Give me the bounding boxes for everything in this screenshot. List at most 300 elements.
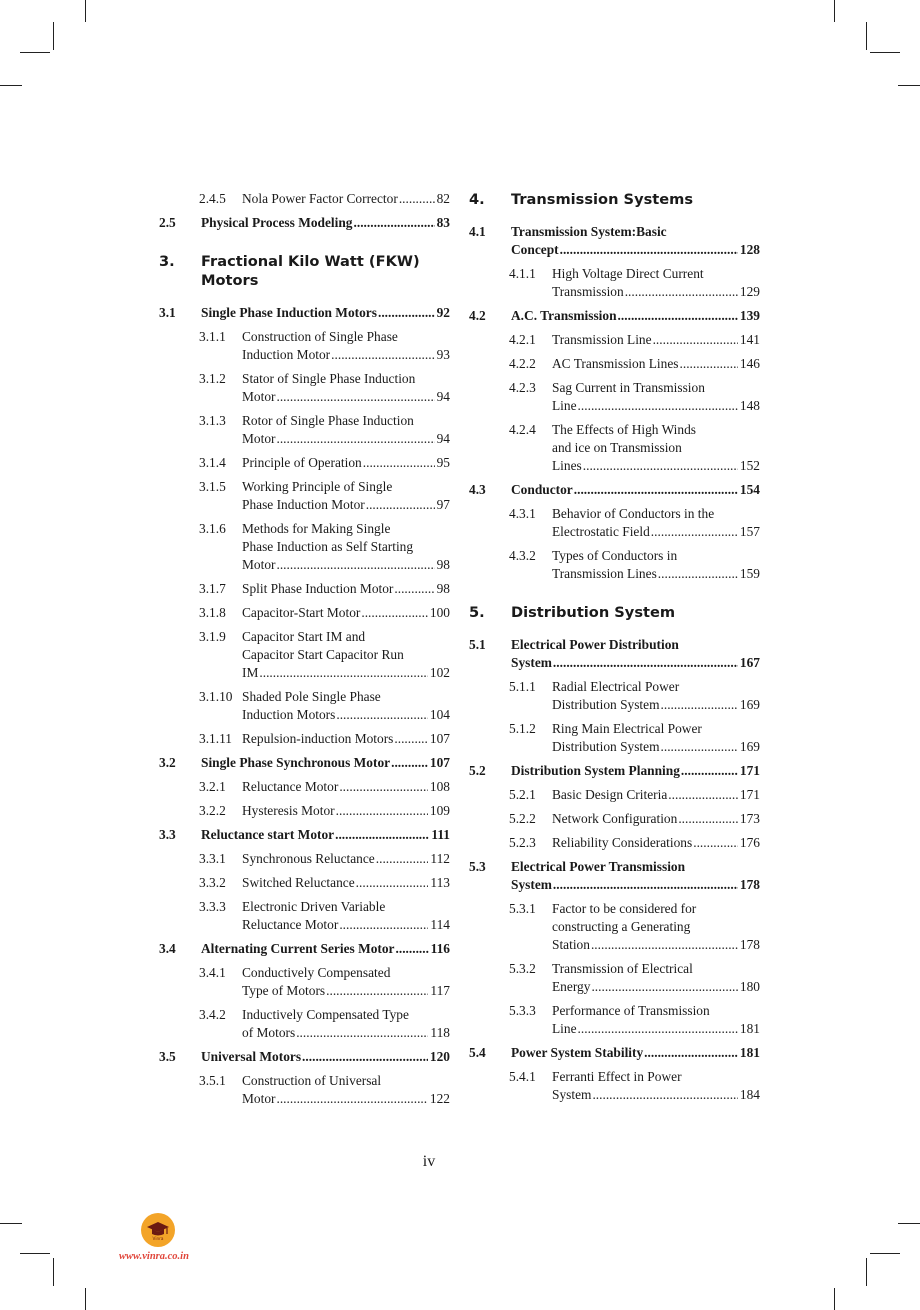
- toc-entry-title: of Motors: [242, 1025, 296, 1040]
- dot-leader: [276, 388, 434, 406]
- toc-entry-number: 3.1.11: [199, 731, 232, 746]
- toc-entry[interactable]: [159, 370, 450, 406]
- toc-entry-title: System: [511, 655, 552, 670]
- toc-entry[interactable]: [469, 960, 760, 996]
- dot-leader: [644, 1044, 738, 1062]
- toc-entry-title: Station: [552, 937, 590, 952]
- toc-entry[interactable]: [159, 940, 450, 958]
- dot-leader: [339, 916, 428, 934]
- toc-entry-title: Lines: [552, 458, 582, 473]
- dot-leader: [394, 580, 434, 598]
- dot-leader: [658, 565, 738, 583]
- toc-entry-number: 3.1.10: [199, 689, 233, 704]
- dot-leader: [574, 481, 738, 499]
- toc-page-number: 97: [436, 497, 450, 512]
- toc-entry-number: 3.1.6: [199, 521, 226, 536]
- toc-page-number: 98: [436, 557, 450, 572]
- toc-entry[interactable]: [469, 1068, 760, 1104]
- toc-entry[interactable]: [469, 810, 760, 828]
- toc-entry[interactable]: [159, 478, 450, 514]
- dot-leader: [591, 936, 738, 954]
- dot-leader: [366, 496, 435, 514]
- toc-entry-number: 4.1.1: [509, 266, 536, 281]
- dot-leader: [583, 457, 738, 475]
- toc-entry[interactable]: [159, 730, 450, 748]
- toc-page-number: 92: [436, 305, 450, 320]
- dot-leader: [618, 307, 738, 325]
- toc-entry[interactable]: [159, 190, 450, 208]
- toc-entry-title: Working Principle of Single: [242, 479, 393, 494]
- crop-mark: [53, 1258, 54, 1286]
- toc-page-number: 128: [739, 242, 760, 257]
- dot-leader: [276, 430, 434, 448]
- toc-entry-title: Radial Electrical Power: [552, 679, 680, 694]
- toc-entry[interactable]: [159, 454, 450, 472]
- logo: [141, 1213, 175, 1247]
- toc-entry-title: Reluctance Motor: [242, 779, 339, 794]
- dot-leader: [661, 696, 738, 714]
- toc-entry-title: Basic Design Criteria: [552, 787, 668, 802]
- toc-entry-title: Construction of Single Phase: [242, 329, 398, 344]
- toc-entry-title: Types of Conductors in: [552, 548, 678, 563]
- dot-leader: [296, 1024, 428, 1042]
- toc-entry-title: Concept: [511, 242, 559, 257]
- toc-page-number: 171: [739, 787, 760, 802]
- dot-leader: [302, 1048, 428, 1066]
- dot-leader: [276, 556, 434, 574]
- toc-entry[interactable]: [159, 1006, 450, 1042]
- toc-entry-title: Performance of Transmission: [552, 1003, 710, 1018]
- crop-mark: [898, 1223, 920, 1224]
- toc-entry-title: Distribution System Planning: [511, 763, 680, 778]
- toc-entry-title: Distribution System: [552, 739, 660, 754]
- toc-entry-title: Transmission of Electrical: [552, 961, 693, 976]
- toc-entry-title: Reluctance start Motor: [201, 827, 335, 842]
- toc-entry-number: 5.2.2: [509, 811, 536, 826]
- crop-mark: [870, 1253, 900, 1254]
- toc-page-number: 95: [436, 455, 450, 470]
- dot-leader: [592, 1086, 737, 1104]
- toc-page-number: 114: [430, 917, 450, 932]
- toc-entry[interactable]: [469, 307, 760, 325]
- toc-entry-title: Line: [552, 398, 577, 413]
- toc-entry-title: Phase Induction Motor: [242, 497, 365, 512]
- toc-entry-number: 4.: [469, 191, 485, 208]
- toc-entry-title: Synchronous Reluctance: [242, 851, 375, 866]
- toc-entry-number: 3.: [159, 253, 175, 270]
- toc-entry-title: Split Phase Induction Motor: [242, 581, 394, 596]
- toc-entry-title: Phase Induction as Self Starting: [242, 539, 414, 554]
- toc-entry-title: Sag Current in Transmission: [552, 380, 705, 395]
- dot-leader: [276, 1090, 427, 1108]
- toc-entry[interactable]: [159, 754, 450, 772]
- dot-leader: [331, 346, 434, 364]
- toc-entry[interactable]: [159, 304, 450, 322]
- toc-entry-title: Transmission Line: [552, 332, 652, 347]
- dot-leader: [339, 778, 428, 796]
- toc-entry-number: 4.3.1: [509, 506, 536, 521]
- toc-entry-number: 3.1.3: [199, 413, 226, 428]
- toc-entry[interactable]: [469, 547, 760, 583]
- crop-mark: [866, 22, 867, 50]
- toc-entry-title: Electrostatic Field: [552, 524, 650, 539]
- toc-page-number: 112: [430, 851, 450, 866]
- toc-entry-title: Induction Motors: [242, 707, 336, 722]
- toc-entry-title: Line: [552, 1021, 577, 1036]
- crop-mark: [85, 0, 86, 22]
- toc-entry-number: 5.3: [469, 859, 486, 874]
- toc-entry[interactable]: [469, 762, 760, 780]
- toc-entry[interactable]: [159, 580, 450, 598]
- dot-leader: [326, 982, 428, 1000]
- toc-entry[interactable]: [159, 802, 450, 820]
- toc-page-number: 173: [739, 811, 760, 826]
- toc-entry-number: 2.5: [159, 215, 176, 230]
- toc-entry-number: 5.1.1: [509, 679, 536, 694]
- logo-url: www.vinra.co.in: [119, 1251, 189, 1262]
- dot-leader: [394, 730, 428, 748]
- toc-entry-title: Electrical Power Transmission: [511, 859, 686, 874]
- toc-entry-title: High Voltage Direct Current: [552, 266, 704, 281]
- toc-entry-title: Reluctance Motor: [242, 917, 339, 932]
- toc-entry-title: Single Phase Induction Motors: [201, 305, 377, 320]
- dot-leader: [661, 738, 738, 756]
- dot-leader: [335, 826, 429, 844]
- toc-entry-number: 3.3.2: [199, 875, 226, 890]
- toc-entry-number: 5.2.1: [509, 787, 536, 802]
- toc-entry-title: Universal Motors: [201, 1049, 302, 1064]
- toc-entry-title: Conductively Compensated: [242, 965, 391, 980]
- toc-entry-number: 3.5.1: [199, 1073, 226, 1088]
- toc-entry-number: 3.5: [159, 1049, 176, 1064]
- toc-entry-number: 4.2.2: [509, 356, 536, 371]
- dot-leader: [378, 304, 435, 322]
- toc-entry-number: 3.3.3: [199, 899, 226, 914]
- toc-entry[interactable]: [469, 481, 760, 499]
- toc-entry[interactable]: [469, 379, 760, 415]
- toc-entry-title: Repulsion-induction Motors: [242, 731, 394, 746]
- graduation-cap-icon: [146, 1219, 170, 1241]
- toc-entry[interactable]: [469, 355, 760, 373]
- toc-entry-title: Reliability Considerations: [552, 835, 693, 850]
- crop-mark: [20, 52, 50, 53]
- toc-entry[interactable]: [159, 328, 450, 364]
- toc-page-number: 154: [739, 482, 760, 497]
- toc-entry-number: 3.4: [159, 941, 176, 956]
- toc-page-number: 100: [429, 605, 450, 620]
- toc-page-number: 181: [739, 1045, 760, 1060]
- toc-page-number: 178: [739, 877, 760, 892]
- toc-entry[interactable]: [159, 778, 450, 796]
- toc-entry-title: System: [511, 877, 552, 892]
- toc-entry-title: Conductor: [511, 482, 573, 497]
- toc-entry-title: Transmission System:Basic: [511, 224, 667, 239]
- dot-leader: [363, 454, 435, 472]
- toc-entry-title: Methods for Making Single: [242, 521, 391, 536]
- toc-page-number: 94: [436, 431, 450, 446]
- crop-mark: [898, 85, 920, 86]
- svg-text:Vinra: Vinra: [152, 1236, 164, 1241]
- toc-entry-title: Motor: [242, 389, 276, 404]
- toc-entry-number: 3.1: [159, 305, 176, 320]
- toc-entry-title: Electrical Power Distribution: [511, 637, 679, 652]
- toc-entry-title: Distribution System: [552, 697, 660, 712]
- toc-entry[interactable]: [159, 1072, 450, 1108]
- toc-entry-title: Rotor of Single Phase Induction: [242, 413, 414, 428]
- toc-page-number: 180: [739, 979, 760, 994]
- toc-page-number: 178: [739, 937, 760, 952]
- toc-page-number: 141: [739, 332, 760, 347]
- toc-entry[interactable]: [469, 786, 760, 804]
- toc-entry[interactable]: [469, 678, 760, 714]
- toc-page-number: 94: [436, 389, 450, 404]
- toc-entry-title: Shaded Pole Single Phase: [242, 689, 381, 704]
- toc-entry[interactable]: [159, 628, 450, 682]
- toc-page-number: 120: [429, 1049, 450, 1064]
- toc-entry-title: and ice on Transmission: [552, 440, 682, 455]
- toc-entry[interactable]: [159, 412, 450, 448]
- dot-leader: [356, 874, 429, 892]
- toc-page-number: 139: [739, 308, 760, 323]
- toc-entry-number: 3.1.9: [199, 629, 226, 644]
- toc-entry-title: Principle of Operation: [242, 455, 362, 470]
- toc-page-number: 117: [430, 983, 450, 998]
- toc-entry-number: 5.4.1: [509, 1069, 536, 1084]
- toc-entry-number: 3.2.2: [199, 803, 226, 818]
- toc-entry-number: 3.4.2: [199, 1007, 226, 1022]
- toc-entry-title: Hysteresis Motor: [242, 803, 335, 818]
- toc-entry-number: 5.: [469, 604, 485, 621]
- dot-leader: [578, 1020, 738, 1038]
- toc-entry[interactable]: [159, 964, 450, 1000]
- toc-entry-title: Behavior of Conductors in the: [552, 506, 715, 521]
- toc-entry-number: 4.3: [469, 482, 486, 497]
- crop-mark: [866, 1258, 867, 1286]
- toc-entry[interactable]: [469, 603, 760, 622]
- crop-mark: [834, 0, 835, 22]
- dot-leader: [625, 283, 738, 301]
- dot-leader: [336, 802, 428, 820]
- toc-entry[interactable]: [469, 331, 760, 349]
- toc-entry[interactable]: [469, 190, 760, 209]
- toc-entry-number: 5.3.3: [509, 1003, 536, 1018]
- toc-entry-number: 3.1.8: [199, 605, 226, 620]
- crop-mark: [0, 85, 22, 86]
- toc-entry-title: Motor: [242, 557, 276, 572]
- toc-right-column: [469, 188, 760, 1104]
- toc-entry[interactable]: [159, 874, 450, 892]
- toc-page-number: 107: [429, 755, 450, 770]
- toc-entry[interactable]: [159, 826, 450, 844]
- dot-leader: [361, 604, 428, 622]
- toc-page-number: 181: [739, 1021, 760, 1036]
- toc-entry[interactable]: [469, 223, 760, 259]
- dot-leader: [391, 754, 428, 772]
- toc-entry-number: 3.3: [159, 827, 176, 842]
- toc-entry-title: Construction of Universal: [242, 1073, 382, 1088]
- dot-leader: [668, 786, 738, 804]
- dot-leader: [680, 355, 738, 373]
- dot-leader: [693, 834, 738, 852]
- toc-entry-title: A.C. Transmission: [511, 308, 617, 323]
- toc-entry-number: 5.2: [469, 763, 486, 778]
- crop-mark: [20, 1253, 50, 1254]
- toc-entry-title: System: [552, 1087, 592, 1102]
- toc-entry[interactable]: [159, 898, 450, 934]
- toc-entry-title: Single Phase Synchronous Motor: [201, 755, 391, 770]
- toc-page-number: 107: [429, 731, 450, 746]
- toc-entry-title: Stator of Single Phase Induction: [242, 371, 416, 386]
- toc-page-number: 148: [739, 398, 760, 413]
- toc-page-number: 171: [739, 763, 760, 778]
- toc-entry-number: 3.1.7: [199, 581, 226, 596]
- toc-page-number: 169: [739, 739, 760, 754]
- toc-entry-number: 5.1.2: [509, 721, 536, 736]
- toc-page-number: 109: [429, 803, 450, 818]
- toc-page-number: 118: [430, 1025, 450, 1040]
- toc-entry-title: Energy: [552, 979, 591, 994]
- toc-entry-number: 2.4.5: [199, 191, 226, 206]
- toc-entry-number: 4.2.1: [509, 332, 536, 347]
- toc-entry-number: 3.2: [159, 755, 176, 770]
- toc-entry-number: 5.1: [469, 637, 486, 652]
- toc-entry-title: Transmission Systems: [511, 191, 694, 208]
- toc-entry-number: 4.2.3: [509, 380, 536, 395]
- toc-entry[interactable]: [159, 688, 450, 724]
- crop-mark: [834, 1288, 835, 1310]
- toc-entry-title: Power System Stability: [511, 1045, 644, 1060]
- toc-entry-title: Induction Motor: [242, 347, 331, 362]
- toc-entry-title: Motors: [201, 272, 259, 289]
- toc-entry-title: Transmission: [552, 284, 624, 299]
- toc-page-number: 129: [739, 284, 760, 299]
- toc-entry-number: 3.4.1: [199, 965, 226, 980]
- dot-leader: [259, 664, 428, 682]
- toc-entry-number: 4.2.4: [509, 422, 536, 437]
- toc-entry-title: Distribution System: [511, 604, 676, 621]
- dot-leader: [553, 876, 738, 894]
- toc-page-number: 111: [431, 827, 450, 842]
- toc-entry[interactable]: [159, 1048, 450, 1066]
- toc-entry-title: Factor to be considered for: [552, 901, 697, 916]
- toc-entry-title: Fractional Kilo Watt (FKW): [201, 253, 420, 270]
- toc-entry[interactable]: [469, 720, 760, 756]
- toc-entry-title: Transmission Lines: [552, 566, 657, 581]
- toc-page-number: 82: [436, 191, 450, 206]
- toc-entry-title: AC Transmission Lines: [552, 356, 679, 371]
- dot-leader: [681, 762, 738, 780]
- toc-entry[interactable]: [469, 265, 760, 301]
- toc-entry[interactable]: [159, 214, 450, 232]
- toc-entry[interactable]: [469, 636, 760, 672]
- toc-entry[interactable]: [469, 834, 760, 852]
- dot-leader: [396, 940, 429, 958]
- toc-entry-number: 5.4: [469, 1045, 486, 1060]
- toc-entry-title: Capacitor Start Capacitor Run: [242, 647, 404, 662]
- toc-entry[interactable]: [159, 604, 450, 622]
- dot-leader: [653, 331, 738, 349]
- dot-leader: [354, 214, 435, 232]
- dot-leader: [399, 190, 435, 208]
- toc-page-number: 122: [429, 1091, 450, 1106]
- toc-entry-title: Motor: [242, 431, 276, 446]
- toc-page-number: 108: [429, 779, 450, 794]
- dot-leader: [336, 706, 428, 724]
- toc-entry-title: Switched Reluctance: [242, 875, 355, 890]
- dot-leader: [591, 978, 737, 996]
- toc-entry-title: Physical Process Modeling: [201, 215, 353, 230]
- dot-leader: [553, 654, 738, 672]
- toc-entry-title: constructing a Generating: [552, 919, 691, 934]
- toc-entry-number: 3.1.5: [199, 479, 226, 494]
- toc-entry[interactable]: [469, 1002, 760, 1038]
- toc-page-number: 176: [739, 835, 760, 850]
- toc-entry-title: Inductively Compensated Type: [242, 1007, 409, 1022]
- toc-entry-title: Nola Power Factor Corrector: [242, 191, 398, 206]
- toc-entry[interactable]: [159, 252, 450, 290]
- dot-leader: [560, 241, 738, 259]
- toc-page-number: 116: [430, 941, 450, 956]
- crop-mark: [0, 1223, 22, 1224]
- toc-entry-title: Ring Main Electrical Power: [552, 721, 702, 736]
- toc-page-number: 159: [739, 566, 760, 581]
- toc-entry[interactable]: [469, 505, 760, 541]
- crop-mark: [870, 52, 900, 53]
- toc-entry-title: Network Configuration: [552, 811, 678, 826]
- toc-page-number: 113: [430, 875, 450, 890]
- dot-leader: [578, 397, 738, 415]
- toc-page-number: 104: [429, 707, 450, 722]
- toc-entry-number: 3.2.1: [199, 779, 226, 794]
- toc-entry-title: Alternating Current Series Motor: [201, 941, 395, 956]
- toc-entry-number: 3.3.1: [199, 851, 226, 866]
- crop-mark: [53, 22, 54, 50]
- toc-entry-number: 3.1.4: [199, 455, 226, 470]
- toc-entry-title: IM: [242, 665, 259, 680]
- toc-entry-number: 5.2.3: [509, 835, 536, 850]
- toc-page-number: 152: [739, 458, 760, 473]
- toc-entry[interactable]: [469, 421, 760, 475]
- dot-leader: [678, 810, 738, 828]
- toc-entry-number: 5.3.1: [509, 901, 536, 916]
- toc-entry[interactable]: [469, 858, 760, 894]
- toc-page-number: 98: [436, 581, 450, 596]
- toc-page-number: 169: [739, 697, 760, 712]
- toc-entry[interactable]: [469, 900, 760, 954]
- toc-entry-title: Ferranti Effect in Power: [552, 1069, 682, 1084]
- toc-page-number: 83: [436, 215, 450, 230]
- toc-entry-title: Capacitor-Start Motor: [242, 605, 361, 620]
- toc-entry-number: 4.2: [469, 308, 486, 323]
- toc-entry[interactable]: [469, 1044, 760, 1062]
- toc-entry-title: Electronic Driven Variable: [242, 899, 386, 914]
- toc-entry[interactable]: [159, 850, 450, 868]
- crop-mark: [85, 1288, 86, 1310]
- toc-entry-title: Motor: [242, 1091, 276, 1106]
- toc-page-number: 93: [436, 347, 450, 362]
- dot-leader: [651, 523, 738, 541]
- toc-entry-number: 3.1.2: [199, 371, 226, 386]
- toc-entry[interactable]: [159, 520, 450, 574]
- toc-entry-number: 4.1: [469, 224, 486, 239]
- page-number: iv: [422, 1153, 436, 1170]
- toc-page-number: 102: [429, 665, 450, 680]
- toc-page-number: 146: [739, 356, 760, 371]
- toc-entry-title: Capacitor Start IM and: [242, 629, 366, 644]
- toc-page-number: 184: [739, 1087, 760, 1102]
- toc-page-number: 167: [739, 655, 760, 670]
- toc-page-number: 157: [739, 524, 760, 539]
